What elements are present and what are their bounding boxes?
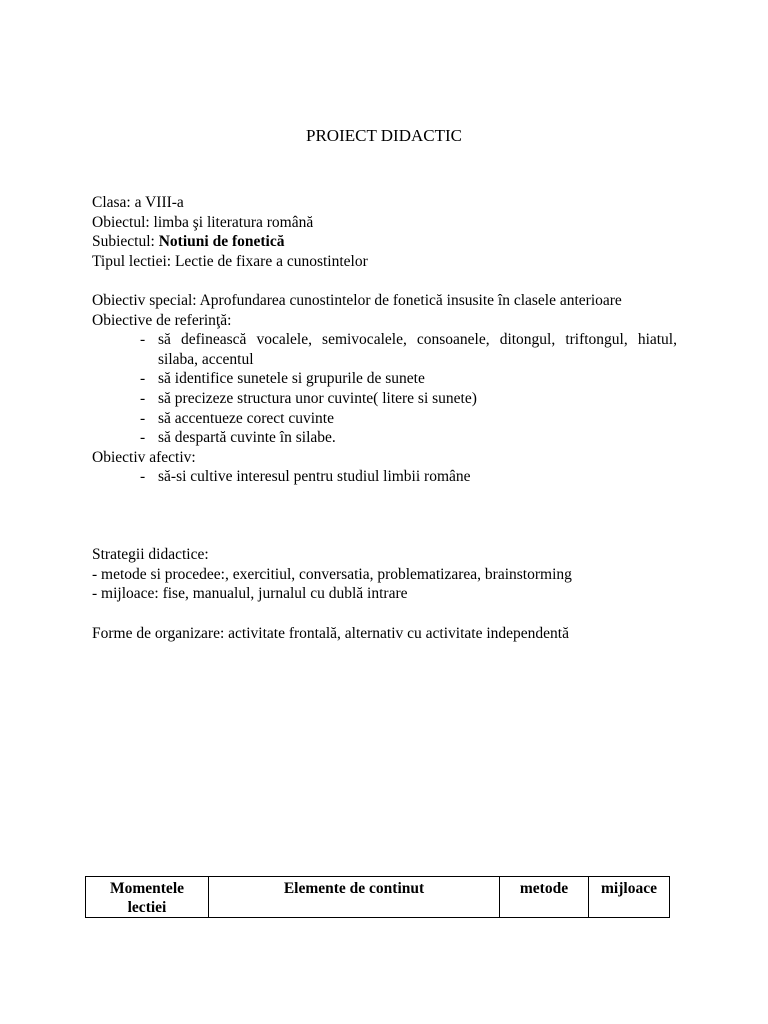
- document-title: PROIECT DIDACTIC: [306, 126, 462, 145]
- strategies-heading: Strategii didactice:: [92, 546, 209, 563]
- list-item: - să precizeze structura unor cuvinte( litere si sunete): [140, 389, 477, 407]
- subiectul-label: Subiectul:: [92, 233, 159, 251]
- objectives-section: [92, 291, 677, 487]
- table-header-mijloace: mijloace: [589, 877, 670, 918]
- afectiv-list: [92, 467, 677, 487]
- strategies-mijloace: - mijloace: fise, manualul, jurnalul cu dublă intrare: [92, 585, 408, 603]
- lesson-info: [92, 193, 677, 271]
- objective-referinta-heading: Obiective de referinţă:: [92, 311, 232, 329]
- table-header-row: [86, 877, 670, 918]
- table-header-momentele: Momentele lectiei: [86, 877, 209, 918]
- subiectul-line: [92, 232, 677, 252]
- strategies-section: [92, 545, 677, 604]
- objective-afectiv-heading: Obiectiv afectiv:: [92, 448, 196, 466]
- list-item: - să despartă cuvinte în silabe.: [140, 429, 336, 447]
- list-item: - să accentueze corect cuvinte: [140, 409, 334, 427]
- subiectul-value: Notiuni de fonetică: [158, 233, 285, 251]
- table-header-elemente: Elemente de continut: [209, 877, 500, 918]
- forms-line: Forme de organizare: activitate frontală, alternativ cu activitate independentă: [92, 625, 569, 642]
- tipul-line: Tipul lectiei: Lectie de fixare a cunostintelor: [92, 252, 368, 270]
- list-item: - să definească vocalele, semivocalele, consoanele, ditongul, triftongul, hiatul, silaba, accentul: [140, 331, 677, 368]
- list-item: - să identifice sunetele si grupurile de sunete: [140, 370, 425, 388]
- forms-section: [92, 624, 677, 644]
- table-header-metode: metode: [500, 877, 589, 918]
- obiectul-line: Obiectul: limba şi literatura română: [92, 213, 314, 231]
- objective-special: Obiectiv special: Aprofundarea cunostintelor de fonetică insusite în clasele anterioare: [92, 292, 622, 309]
- clasa-line: Clasa: a VIII-a: [92, 194, 184, 211]
- referinta-list: [92, 330, 677, 448]
- strategies-metode: - metode si procedee:, exercitiul, conversatia, problematizarea, brainstorming: [92, 565, 572, 583]
- lesson-table: [85, 876, 670, 918]
- list-item: - să-si cultive interesul pentru studiul limbii române: [140, 468, 471, 486]
